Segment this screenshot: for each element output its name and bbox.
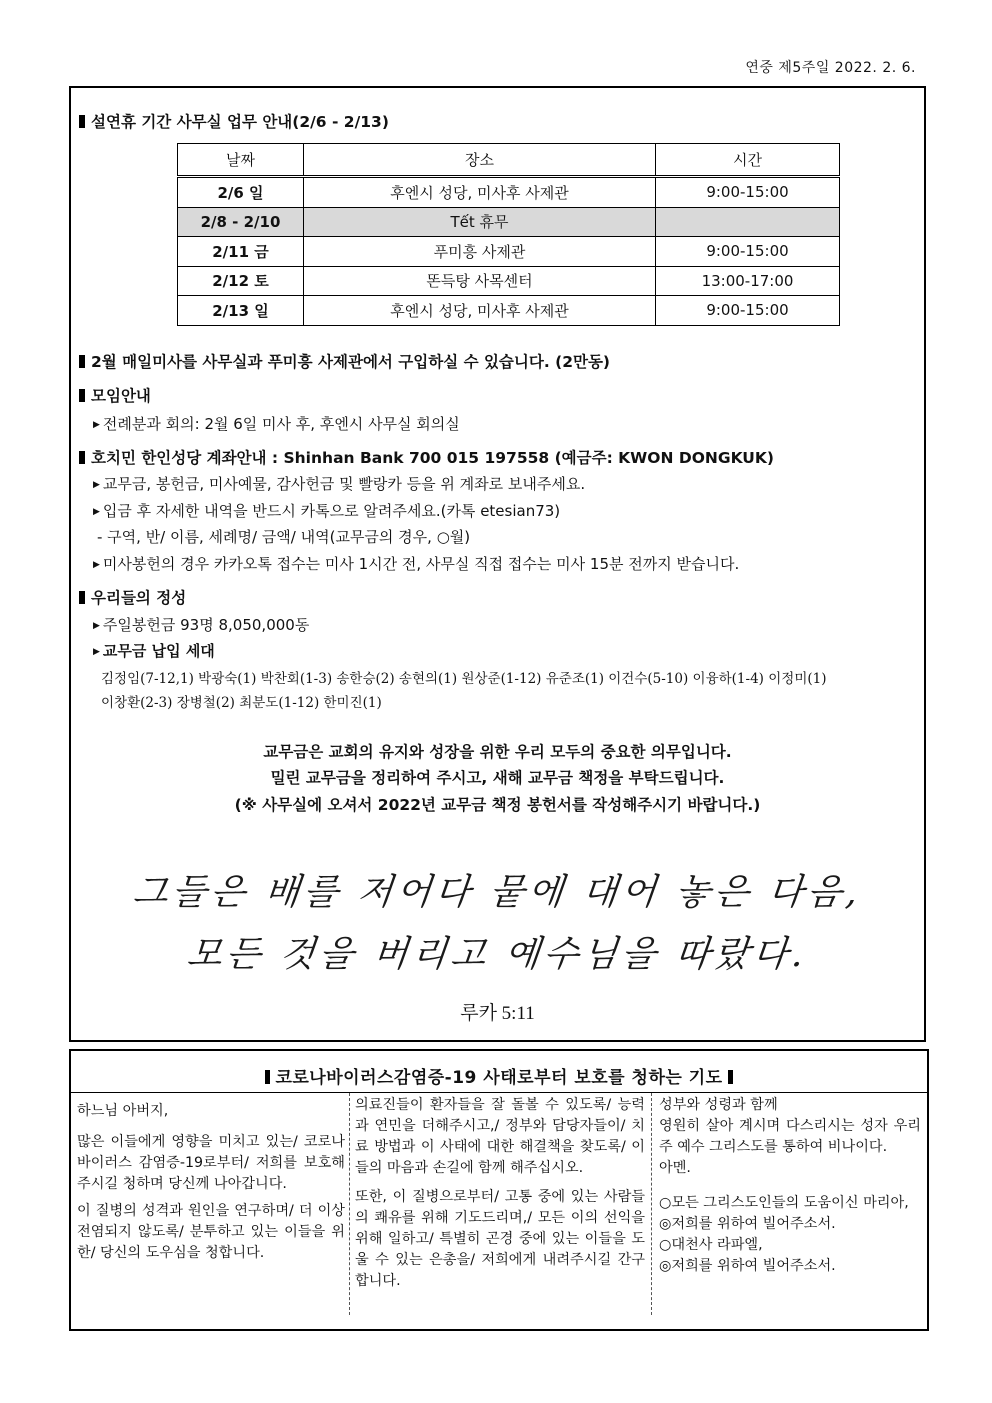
square-bullet-icon (79, 355, 85, 368)
verse-line: 그들은 배를 저어다 뭍에 대어 놓은 다음, (130, 872, 864, 913)
table-row (178, 296, 840, 326)
office-hours-table (177, 143, 840, 326)
offering-title: 우리들의 정성 (79, 586, 186, 608)
prayer-title: 코로나바이러스감염증-19 사태로부터 보호를 청하는 기도 (71, 1063, 927, 1088)
table-header-row (178, 144, 840, 177)
square-bullet-icon (265, 1070, 270, 1084)
row-date: 2/6 일 (178, 177, 304, 208)
row-date: 2/11 금 (178, 237, 304, 267)
square-bullet-icon (79, 451, 85, 464)
account-title: 호치민 한인성당 계좌안내 : Shinhan Bank 700 015 197558 (예금주: KWON DONGKUK) (79, 446, 774, 468)
square-bullet-icon (79, 591, 85, 604)
dues-names-line: 김정임(7-12,1) 박광숙(1) 박찬회(1-3) 송한승(2) 송현의(1) 원상준(1-12) 유준조(1) 이건수(5-10) 이융하(1-4) 이정미(1) (101, 671, 827, 687)
meeting-item: ▶ 전례분과 회의: 2월 6일 미사 후, 후엔시 사무실 회의실 (93, 415, 460, 433)
row-time: 9:00-15:00 (656, 177, 840, 208)
row-date: 2/12 토 (178, 266, 304, 296)
row-place: 후엔시 성당, 미사후 사제관 (304, 177, 656, 208)
table-row (178, 177, 840, 208)
triangle-bullet-icon: ▶ (93, 560, 100, 570)
row-time: 9:00-15:00 (656, 296, 840, 326)
row-place: 푸미흥 사제관 (304, 237, 656, 267)
verse-reference: 루카 5:11 (460, 1003, 535, 1024)
row-time: 13:00-17:00 (656, 266, 840, 296)
prayer-line: ◎저희를 위하여 빌어주소서. (659, 1216, 836, 1232)
dues-title: ▶ 교무금 납입 세대 (93, 642, 215, 660)
row-time (656, 207, 840, 237)
column-header-date: 날짜 (178, 144, 304, 177)
triangle-bullet-icon: ▶ (93, 480, 100, 490)
row-date: 2/8 - 2/10 (178, 207, 304, 237)
row-place: Tết 휴무 (304, 207, 656, 237)
account-subitem: - 구역, 반/ 이름, 세례명/ 금액/ 내역(교무금의 경우, ○월) (97, 528, 471, 546)
prayer-line: ○모든 그리스도인들의 도움이신 마리아, (659, 1195, 909, 1211)
prayer-column-1 (77, 1095, 345, 1264)
column-header-time: 시간 (656, 144, 840, 177)
header-date: 연중 제5주일 2022. 2. 6. (745, 60, 916, 76)
triangle-bullet-icon: ▶ (93, 420, 100, 430)
meeting-title: 모임안내 (79, 384, 151, 406)
prayer-line: 아멘. (659, 1160, 691, 1176)
prayer-line: ◎저희를 위하여 빌어주소서. (659, 1258, 836, 1274)
prayer-paragraph: 많은 이들에게 영향을 미치고 있는/ 코로나 바이러스 감염증-19로부터/ 저희를 보호해주시길 청하며 당신께 나아갑니다. (77, 1134, 345, 1192)
prayer-column-3 (659, 1095, 921, 1277)
verse-line: 모든 것을 버리고 예수님을 따랐다. (184, 934, 810, 975)
triangle-bullet-icon: ▶ (93, 507, 100, 517)
square-bullet-icon (728, 1070, 733, 1084)
missal-title: 2월 매일미사를 사무실과 푸미흥 사제관에서 구입하실 수 있습니다. (2만동) (79, 350, 610, 372)
account-item: ▶ 교무금, 봉헌금, 미사예물, 감사헌금 및 빨랑카 등을 위 계좌로 보내주세요. (93, 475, 586, 493)
prayer-paragraph: 또한, 이 질병으로부터/ 고통 중에 있는 사람들의 쾌유를 위해 기도드리며,/ 모든 이의 선익을 위해 일하고/ 특별히 곤경 중에 있는 이들을 도울 수 있는 은총을/ 저희에게 내려주시길 간구합니다. (355, 1189, 645, 1289)
row-place: 똔득탕 사목센터 (304, 266, 656, 296)
column-divider (651, 1093, 652, 1315)
table-row (178, 207, 840, 237)
prayer-paragraph: 의료진들이 환자들을 잘 돌볼 수 있도록/ 능력과 연민을 더해주시고,/ 정부와 담당자들이/ 치료 방법과 이 사태에 대한 해결책을 찾도록/ 이들의 마음과 손길에 함께 해주십시오. (355, 1097, 645, 1176)
account-item: ▶ 미사봉헌의 경우 카카오톡 접수는 미사 1시간 전, 사무실 직접 접수는 미사 15분 전까지 받습니다. (93, 555, 740, 573)
notice-line: 교무금은 교회의 유지와 성장을 위한 우리 모두의 중요한 의무입니다. (263, 743, 732, 761)
triangle-bullet-icon: ▶ (93, 647, 100, 657)
prayer-line: ○대천사 라파엘, (659, 1237, 763, 1253)
table-row (178, 237, 840, 267)
prayer-line: 성부와 성령과 함께 (659, 1097, 778, 1113)
announcements-box (69, 86, 926, 1042)
column-divider (349, 1093, 350, 1315)
prayer-line: 영원히 살아 계시며 다스리시는 성자 우리 주 예수 그리스도를 통하여 비나이다. (659, 1118, 921, 1155)
prayer-box (69, 1049, 929, 1331)
square-bullet-icon (79, 115, 85, 128)
square-bullet-icon (79, 389, 85, 402)
divider (71, 1092, 927, 1093)
table-row (178, 266, 840, 296)
sunday-offering: ▶ 주일봉헌금 93명 8,050,000동 (93, 616, 310, 634)
notice-line: 밀린 교무금을 정리하여 주시고, 새해 교무금 책정을 부탁드립니다. (270, 769, 725, 787)
column-header-place: 장소 (304, 144, 656, 177)
dues-names-line: 이창환(2-3) 장병철(2) 최분도(1-12) 한미진(1) (101, 695, 382, 711)
prayer-paragraph: 이 질병의 성격과 원인을 연구하며/ 더 이상 전염되지 않도록/ 분투하고 있는 이들을 위한/ 당신의 도우심을 청합니다. (77, 1203, 345, 1261)
office-hours-title: 설연휴 기간 사무실 업무 안내(2/6 - 2/13) (79, 110, 389, 132)
account-item: ▶ 입금 후 자세한 내역을 반드시 카톡으로 알려주세요.(카톡 etesian73) (93, 502, 561, 520)
prayer-column-2 (355, 1095, 645, 1292)
row-time: 9:00-15:00 (656, 237, 840, 267)
notice-line: (※ 사무실에 오셔서 2022년 교무금 책정 봉헌서를 작성해주시기 바랍니다.) (234, 796, 761, 814)
triangle-bullet-icon: ▶ (93, 621, 100, 631)
prayer-paragraph: 하느님 아버지, (77, 1103, 169, 1119)
row-date: 2/13 일 (178, 296, 304, 326)
row-place: 후엔시 성당, 미사후 사제관 (304, 296, 656, 326)
